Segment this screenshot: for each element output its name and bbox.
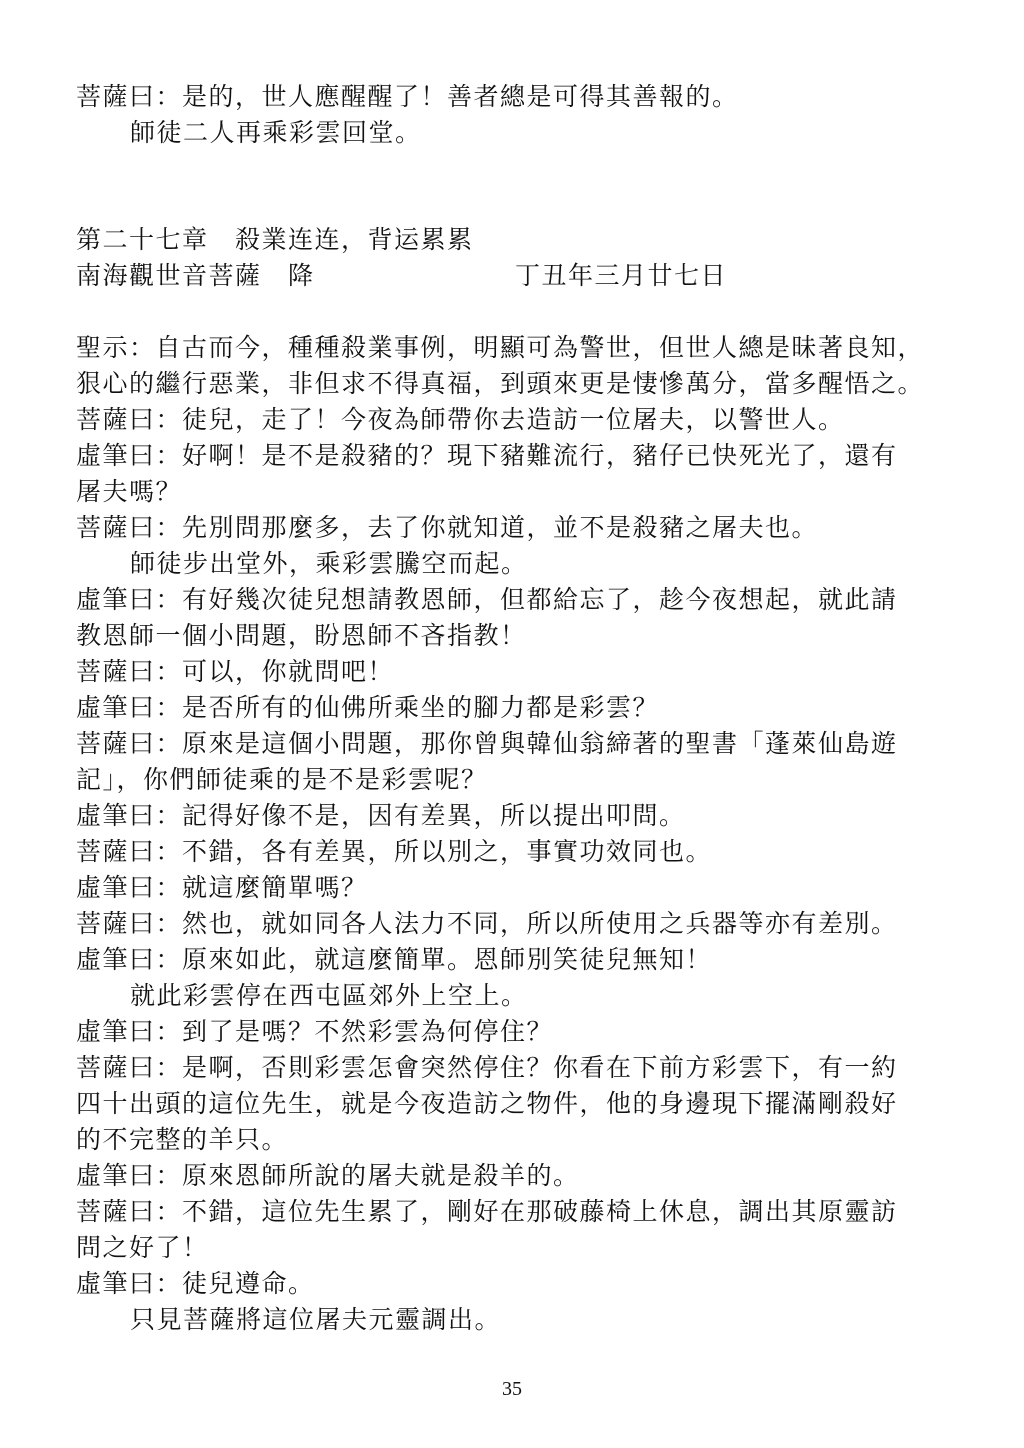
text-line: 菩薩曰：先別問那麼多，去了你就知道，並不是殺豬之屠夫也。 — [76, 513, 819, 542]
text-line: 虛筆曰：好啊！是不是殺豬的？現下豬難流行，豬仔已快死光了，還有 — [76, 441, 898, 470]
text-line: 虛筆曰：就這麼簡單嗎？ — [76, 873, 368, 902]
text-line: 菩薩曰：可以，你就問吧！ — [76, 657, 395, 686]
text-line: 記」，你們師徒乘的是不是彩雲呢？ — [76, 765, 488, 794]
text-line: 虛筆曰：是否所有的仙佛所乘坐的腳力都是彩雲？ — [76, 693, 660, 722]
narration-line: 就此彩雲停在西屯區郊外上空上。 — [130, 981, 528, 1010]
narration-line: 只見菩薩將這位屠夫元靈調出。 — [130, 1305, 502, 1334]
text-line: 菩薩曰：原來是這個小問題，那你曾與韓仙翁締著的聖書「蓬萊仙島遊 — [76, 729, 898, 758]
text-line: 虛筆曰：原來恩師所說的屠夫就是殺羊的。 — [76, 1161, 580, 1190]
text-line: 菩薩曰：是的，世人應醒醒了！善者總是可得其善報的。 — [76, 82, 739, 111]
chapter-author: 南海觀世音菩薩 降 — [76, 261, 315, 290]
text-line: 虛筆曰：到了是嗎？不然彩雲為何停住？ — [76, 1017, 554, 1046]
text-line: 虛筆曰：徒兒遵命。 — [76, 1269, 315, 1298]
text-line: 虛筆曰：記得好像不是，因有差異，所以提出叩問。 — [76, 801, 686, 830]
text-line: 菩薩曰：不錯，各有差異，所以別之，事實功效同也。 — [76, 837, 713, 866]
text-line: 狠心的繼行惡業，非但求不得真福，到頭來更是悽慘萬分，當多醒悟之。 — [76, 369, 925, 398]
text-line: 虛筆曰：有好幾次徒兒想請教恩師，但都給忘了，趁今夜想起，就此請 — [76, 585, 898, 614]
text-line: 聖示：自古而今，種種殺業事例，明顯可為警世，但世人總是昧著良知， — [76, 333, 925, 362]
text-line: 問之好了！ — [76, 1233, 209, 1262]
narration-line: 師徒二人再乘彩雲回堂。 — [130, 118, 422, 147]
page-number: 35 — [502, 1378, 522, 1400]
text-line: 菩薩曰：然也，就如同各人法力不同，所以所使用之兵器等亦有差別。 — [76, 909, 898, 938]
chapter-title: 第二十七章 殺業连连，背运累累 — [76, 225, 474, 254]
text-line: 的不完整的羊只。 — [76, 1125, 289, 1154]
narration-line: 師徒步出堂外，乘彩雲騰空而起。 — [130, 549, 528, 578]
chapter-date: 丁丑年三月廿七日 — [515, 261, 728, 290]
text-line: 虛筆曰：原來如此，就這麼簡單。恩師別笑徒兒無知！ — [76, 945, 713, 974]
text-line: 菩薩曰：是啊，否則彩雲怎會突然停住？你看在下前方彩雲下，有一約 — [76, 1053, 898, 1082]
text-line: 四十出頭的這位先生，就是今夜造訪之物件，他的身邊現下擺滿剛殺好 — [76, 1089, 898, 1118]
text-line: 菩薩曰：徒兒，走了！今夜為師帶你去造訪一位屠夫，以警世人。 — [76, 405, 845, 434]
text-line: 屠夫嗎？ — [76, 477, 183, 506]
text-line: 菩薩曰：不錯，這位先生累了，剛好在那破藤椅上休息，調出其原靈訪 — [76, 1197, 898, 1226]
text-line: 教恩師一個小問題，盼恩師不吝指教！ — [76, 621, 527, 650]
